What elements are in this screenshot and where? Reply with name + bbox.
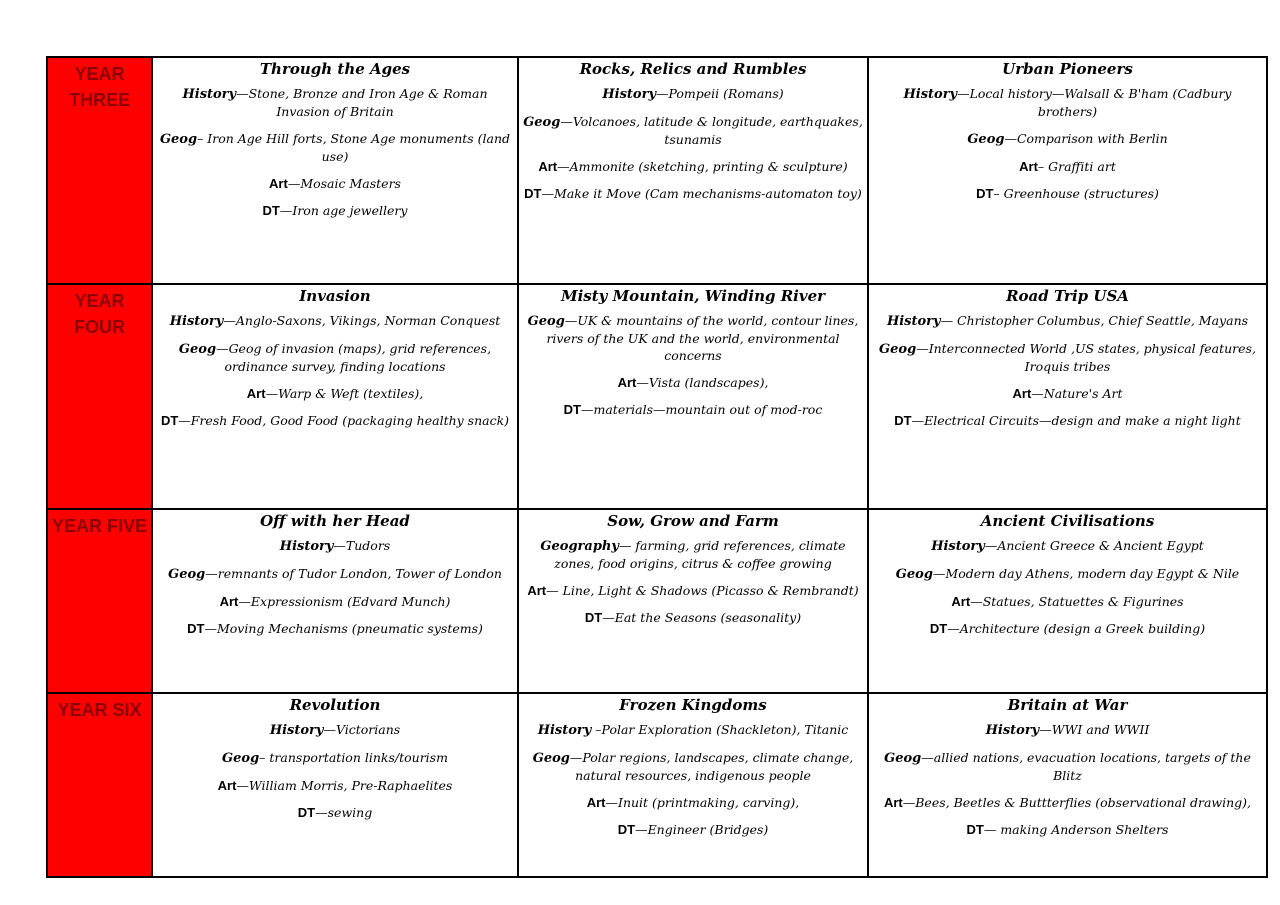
subject-description: —Electrical Circuits—design and make a night light [911, 413, 1241, 428]
subject-description: – transportation links/tourism [259, 750, 448, 765]
subject-entry [873, 794, 1262, 811]
topic-cell [152, 57, 518, 284]
subject-name: DT [929, 621, 948, 636]
subject-name: DT [976, 186, 994, 201]
subject-name: DT [584, 610, 603, 625]
subject-description: — making Anderson Shelters [983, 822, 1169, 837]
subject-description: —Comparison with Berlin [1004, 131, 1168, 146]
subject-name: Geog [222, 751, 260, 766]
subject-description: —Stone, Bronze and Iron Age & Roman Invasion of Britain [236, 86, 488, 119]
subject-entry [523, 374, 863, 391]
subject-entry [523, 749, 863, 784]
subject-name: DT [524, 186, 542, 201]
subject-entry [157, 340, 513, 375]
subject-name: Art [538, 159, 558, 174]
subject-entry [873, 565, 1262, 583]
subject-name: Geog [895, 567, 933, 582]
subject-description: —Eat the Seasons (seasonality) [602, 610, 802, 625]
subject-name: History [182, 87, 237, 102]
subject-description: —Engineer (Bridges) [635, 822, 769, 837]
subject-name: Geog [884, 751, 922, 766]
topic-cell [868, 693, 1267, 877]
subject-entry [873, 749, 1262, 784]
subject-name: Art [617, 375, 637, 390]
year-label: YEAR FOUR [74, 291, 125, 337]
subject-entry [157, 565, 513, 583]
subject-entry [873, 721, 1262, 739]
topic-cell [152, 509, 518, 693]
subject-entry [523, 85, 863, 103]
subject-description: —William Morris, Pre-Raphaelites [236, 778, 453, 793]
subject-entry [523, 821, 863, 838]
subject-entry [523, 185, 863, 202]
subject-description: —allied nations, evacuation locations, targets of the Blitz [921, 750, 1251, 783]
subject-description: —Local history—Walsall & B'ham (Cadbury brothers) [957, 86, 1232, 119]
topic-cell [518, 57, 868, 284]
topic-cell [518, 284, 868, 509]
subject-description: —Anglo-Saxons, Vikings, Norman Conquest [223, 313, 501, 328]
subject-entry [157, 777, 513, 794]
subject-description: — Christopher Columbus, Chief Seattle, Mayans [940, 313, 1249, 328]
year-row [47, 284, 1267, 509]
subject-name: Geog [967, 132, 1005, 147]
subject-description: – Iron Age Hill forts, Stone Age monuments (land use) [197, 131, 511, 164]
subject-description: —Tudors [333, 538, 391, 553]
subject-name: DT [894, 413, 912, 428]
subject-entry [873, 85, 1262, 120]
subject-entry [523, 609, 863, 626]
subject-entry [873, 412, 1262, 429]
subject-description: – Graffiti art [1037, 159, 1116, 174]
year-cell [47, 284, 152, 509]
subject-name: DT [563, 402, 581, 417]
year-cell [47, 57, 152, 284]
subject-entry [523, 113, 863, 148]
subject-name: DT [187, 621, 205, 636]
subject-name: DT [617, 822, 636, 837]
subject-entry [873, 185, 1262, 202]
subject-entry [157, 312, 513, 330]
topic-title: Frozen Kingdoms [619, 696, 767, 714]
subject-entry [157, 620, 513, 637]
topic-cell [152, 284, 518, 509]
subject-name: DT [262, 203, 280, 218]
subject-description: –Polar Exploration (Shackleton), Titanic [591, 722, 849, 737]
topic-cell [152, 693, 518, 877]
subject-entry [873, 620, 1262, 637]
year-row [47, 509, 1267, 693]
subject-description: —Geog of invasion (maps), grid references, ordinance survey, finding locations [216, 341, 492, 374]
subject-name: Art [219, 594, 239, 609]
subject-name: History [931, 539, 985, 554]
topic-title: Ancient Civilisations [980, 512, 1155, 530]
subject-entry [523, 721, 863, 739]
subject-description: —Statues, Statuettes & Figurines [970, 594, 1184, 609]
subject-name: History [537, 723, 592, 738]
subject-description: —materials—mountain out of mod-roc [580, 402, 823, 417]
subject-entry [157, 721, 513, 739]
subject-entry [157, 804, 513, 821]
subject-description: —Moving Mechanisms (pneumatic systems) [204, 621, 483, 636]
topic-cell [518, 693, 868, 877]
subject-name: Art [586, 795, 606, 810]
subject-description: —Mosaic Masters [287, 176, 401, 191]
subject-description: —Vista (landscapes), [636, 375, 769, 390]
subject-description: —Volcanoes, latitude & longitude, earthquakes, tsunamis [560, 114, 863, 147]
subject-description: — Line, Light & Shadows (Picasso & Rembrandt) [546, 583, 859, 598]
topic-title: Road Trip USA [1006, 287, 1129, 305]
subject-description: —Polar regions, landscapes, climate change, natural resources, indigenous people [569, 750, 854, 783]
subject-description: —Make it Move (Cam mechanisms-automaton toy) [541, 186, 862, 201]
subject-name: Geog [532, 751, 570, 766]
subject-name: Art [269, 176, 288, 191]
subject-entry [873, 130, 1262, 148]
subject-entry [873, 312, 1262, 330]
subject-name: Geog [527, 314, 565, 329]
subject-name: DT [297, 805, 316, 820]
subject-name: DT [160, 413, 179, 428]
subject-entry [157, 593, 513, 610]
subject-name: Geog [168, 567, 206, 582]
subject-entry [523, 794, 863, 811]
subject-name: Art [246, 386, 266, 401]
year-row [47, 693, 1267, 877]
subject-entry [157, 412, 513, 429]
year-label: YEAR FIVE [51, 516, 148, 536]
subject-description: —Warp & Weft (textiles), [265, 386, 424, 401]
subject-name: History [903, 87, 958, 102]
topic-title: Off with her Head [260, 512, 410, 530]
topic-title: Rocks, Relics and Rumbles [579, 60, 807, 78]
subject-name: Art [1012, 386, 1032, 401]
subject-description: —Inuit (printmaking, carving), [605, 795, 800, 810]
subject-description: —Victorians [323, 722, 401, 737]
subject-entry [873, 158, 1262, 175]
subject-description: —UK & mountains of the world, contour lines, rivers of the UK and the world, environmental concerns [546, 313, 859, 363]
subject-entry [873, 385, 1262, 402]
topic-title: Invasion [299, 287, 371, 305]
subject-description: —Pompeii (Romans) [656, 86, 784, 101]
subject-name: History [602, 87, 656, 102]
subject-name: Art [1019, 159, 1038, 174]
topic-cell [868, 509, 1267, 693]
topic-title: Revolution [289, 696, 381, 714]
subject-name: History [985, 723, 1040, 738]
subject-description: —Nature's Art [1031, 386, 1123, 401]
subject-entry [873, 537, 1262, 555]
subject-entry [157, 537, 513, 555]
subject-entry [157, 385, 513, 402]
topic-title: Sow, Grow and Farm [607, 512, 779, 530]
subject-entry [523, 158, 863, 175]
subject-name: Art [951, 594, 971, 609]
topic-title: Misty Mountain, Winding River [560, 287, 826, 305]
subject-entry [523, 401, 863, 418]
subject-entry [523, 312, 863, 364]
subject-entry [523, 537, 863, 572]
subject-entry [157, 130, 513, 165]
subject-description: —Interconnected World ,US states, physical features, Iroquis tribes [916, 341, 1256, 374]
year-row [47, 57, 1267, 284]
subject-name: History [269, 723, 324, 738]
year-label: YEAR THREE [68, 64, 130, 110]
subject-description: —Iron age jewellery [279, 203, 408, 218]
subject-description: —Ancient Greece & Ancient Egypt [984, 538, 1204, 553]
subject-description: —Fresh Food, Good Food (packaging healthy snack) [178, 413, 510, 428]
subject-entry [157, 85, 513, 120]
subject-name: Art [883, 795, 903, 810]
subject-name: Geog [523, 115, 561, 130]
topic-cell [868, 284, 1267, 509]
subject-description: – Greenhouse (structures) [993, 186, 1159, 201]
subject-description: — farming, grid references, climate zones, food origins, citrus & coffee growing [554, 538, 846, 571]
curriculum-table [46, 56, 1268, 878]
topic-cell [868, 57, 1267, 284]
subject-name: Geog [879, 342, 917, 357]
subject-description: —remnants of Tudor London, Tower of London [205, 566, 502, 581]
topic-title: Urban Pioneers [1002, 60, 1133, 78]
subject-name: Geog [159, 132, 198, 147]
curriculum-table-body [47, 57, 1267, 877]
topic-cell [518, 509, 868, 693]
subject-entry [157, 175, 513, 192]
subject-name: History [169, 314, 224, 329]
year-cell [47, 509, 152, 693]
subject-name: Art [217, 778, 237, 793]
year-label: YEAR SIX [57, 700, 142, 720]
subject-entry [873, 821, 1262, 838]
subject-name: Geography [540, 539, 619, 554]
subject-entry [523, 582, 863, 599]
subject-name: Geog [178, 342, 217, 357]
subject-entry [157, 749, 513, 767]
subject-name: History [279, 539, 334, 554]
subject-name: History [886, 314, 941, 329]
subject-entry [873, 593, 1262, 610]
subject-description: —Architecture (design a Greek building) [947, 621, 1206, 636]
subject-name: DT [966, 822, 984, 837]
subject-description: —Ammonite (sketching, printing & sculpture) [557, 159, 848, 174]
subject-entry [157, 202, 513, 219]
subject-description: —Modern day Athens, modern day Egypt & Nile [932, 566, 1240, 581]
subject-description: —WWI and WWII [1039, 722, 1150, 737]
subject-entry [873, 340, 1262, 375]
subject-description: —sewing [315, 805, 373, 820]
topic-title: Through the Ages [259, 60, 411, 78]
topic-title: Britain at War [1007, 696, 1128, 714]
year-cell [47, 693, 152, 877]
subject-description: —Bees, Beetles & Buttterflies (observational drawing), [902, 795, 1252, 810]
subject-description: —Expressionism (Edvard Munch) [238, 594, 451, 609]
subject-name: Art [527, 583, 547, 598]
